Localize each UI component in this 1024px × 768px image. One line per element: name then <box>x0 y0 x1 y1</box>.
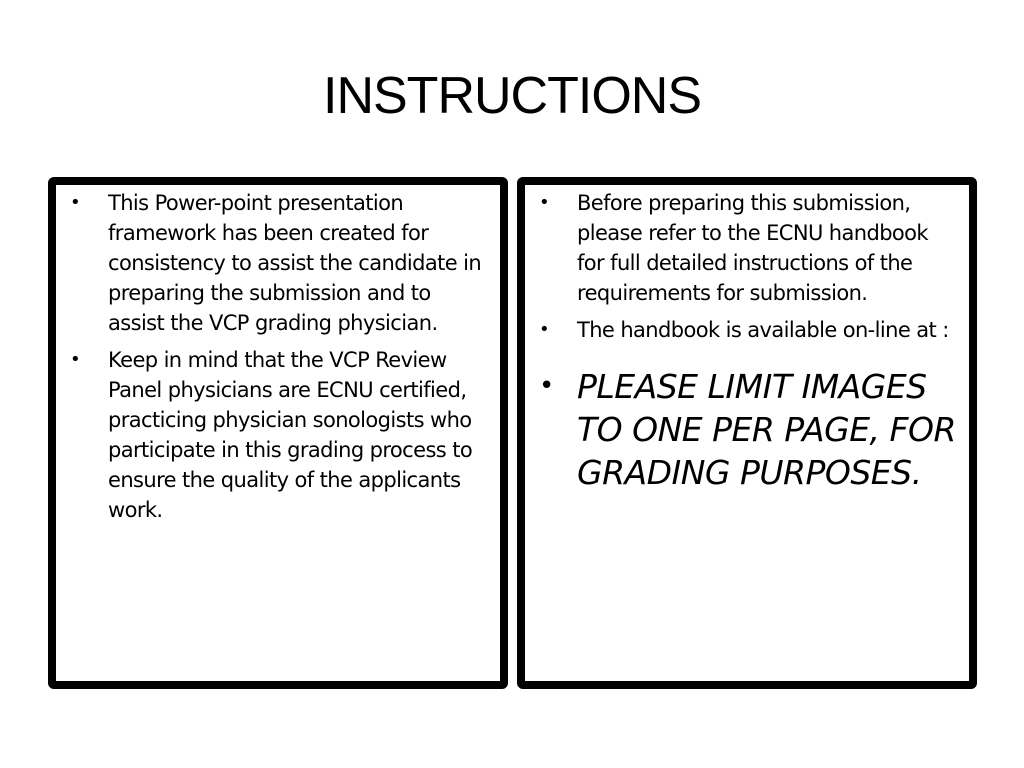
left-bullet-item <box>68 188 490 338</box>
left-text-box <box>48 177 508 689</box>
left-bullet-list <box>56 185 500 525</box>
bullet-icon: • <box>539 319 550 340</box>
bullet-icon: • <box>539 371 554 401</box>
bullet-icon: • <box>539 192 550 213</box>
bullet-text: Keep in mind that the VCP Review Panel physicians are ECNU certified, practicing physician sonologists who participate in this grading process to ensure the quality of the applicants work. <box>108 348 473 522</box>
bullet-text: This Power-point presentation framework has been created for consistency to assist the candidate in preparing the submission and to assist the VCP grading physician. <box>108 191 482 335</box>
left-bullet-item <box>68 345 490 525</box>
bullet-text: Before preparing this submission, please refer to the ECNU handbook for full detailed instructions of the requirements for submission. <box>577 191 928 305</box>
right-bullet-item <box>537 315 961 345</box>
bullet-icon: • <box>70 349 81 370</box>
right-text-box <box>517 177 977 689</box>
right-bullet-list <box>525 185 969 494</box>
bullet-text: The handbook is available on-line at : <box>577 318 949 342</box>
grading-note-item <box>537 365 961 494</box>
right-bullet-item <box>537 188 961 308</box>
grading-note-text: PLEASE LIMIT IMAGES TO ONE PER PAGE, FOR GRADING PURPOSES. <box>577 367 956 492</box>
slide-title: INSTRUCTIONS <box>323 67 701 125</box>
bullet-icon: • <box>70 192 81 213</box>
